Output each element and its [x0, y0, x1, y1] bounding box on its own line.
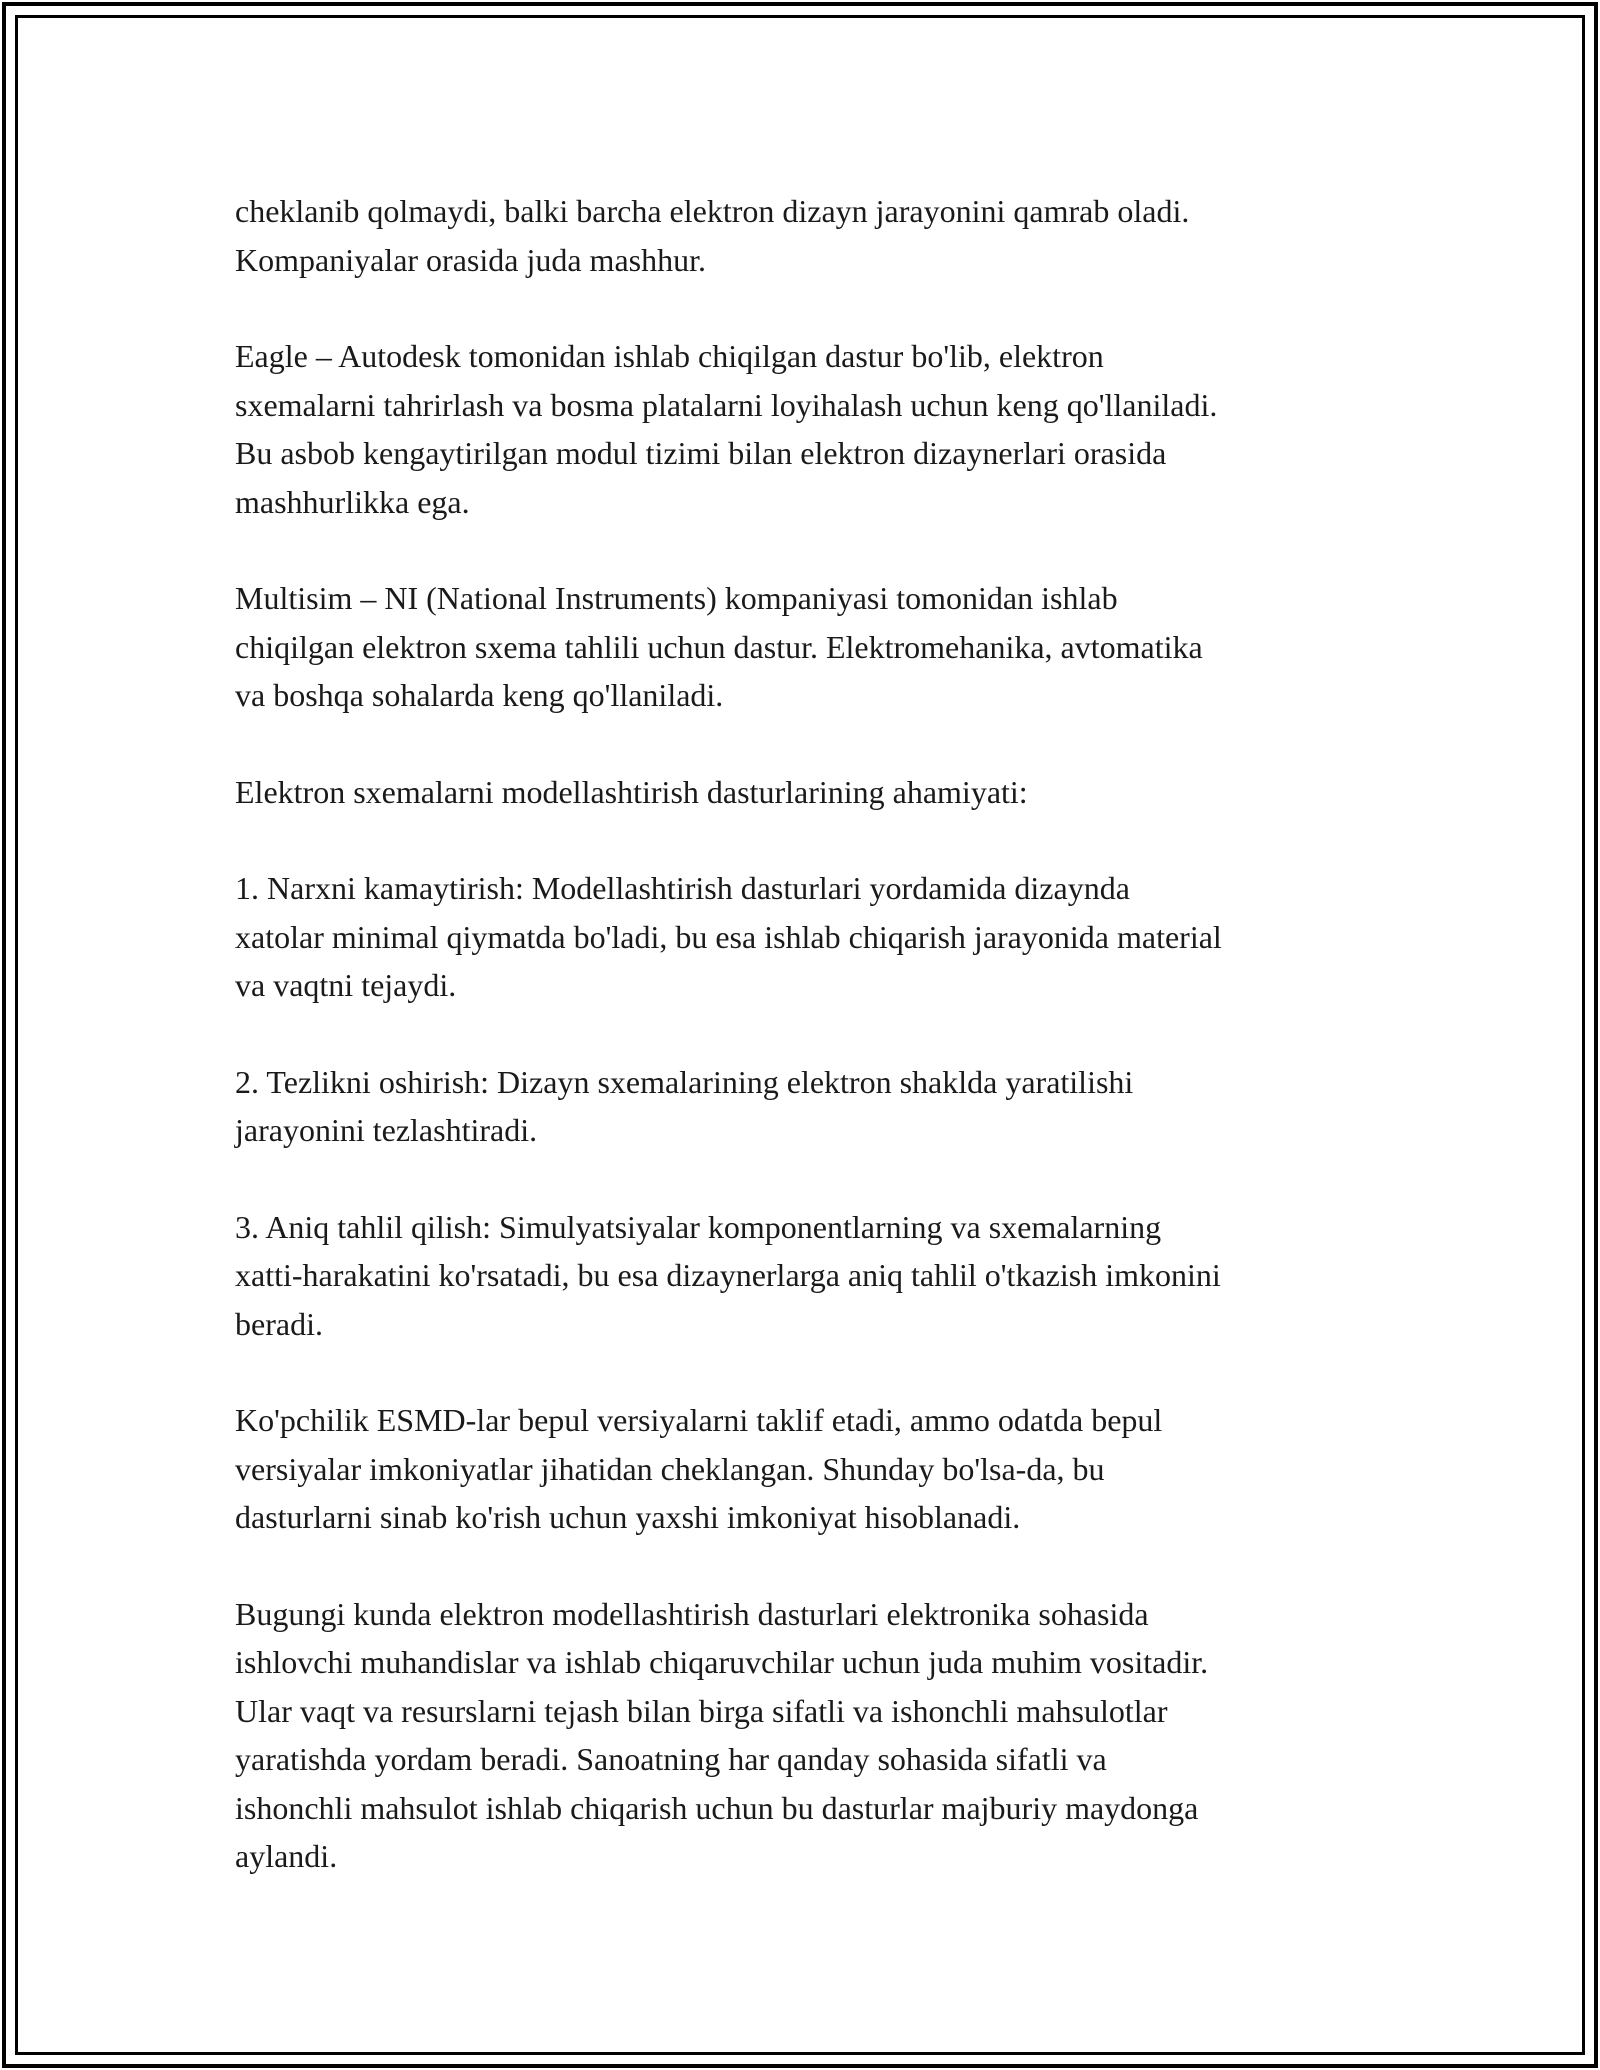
paragraph-conclusion: Bugungi kunda elektron modellashtirish dasturlari elektronika sohasida ishlovchi muhandislar va ishlab chiqaruvchilar uchun juda muhim vositadir. Ular vaqt va resurslarni tejash bilan birga sifatli va ishonchli mahsulotlar yaratishda yordam beradi. Sanoatning har qanday sohasida sifatli va ishonchli mahsulot ishlab chiqarish uchun bu dasturlar majburiy maydonga aylandi. — [235, 1595, 1209, 1874]
paragraph-multisim: Multisim – NI (National Instruments) kompaniyasi tomonidan ishlab chiqilgan elektron sxema tahlili uchun dastur. Elektromehanika, avtomatika va boshqa sohalarda keng qo'llaniladi. — [235, 580, 1203, 713]
list-item-analysis: 3. Aniq tahlil qilish: Simulyatsiyalar komponentlarning va sxemalarning xatti-harakatini ko'rsatadi, bu esa dizaynerlarga aniq tahlil o'tkazish imkonini beradi. — [235, 1208, 1221, 1342]
paragraph-free-versions: Ko'pchilik ESMD-lar bepul versiyalarni taklif etadi, ammo odatda bepul versiyalar imkoniyatlar jihatidan cheklangan. Shunday bo'lsa-da, bu dasturlarni sinab ko'rish uchun yaxshi imkoniyat hisoblanadi. — [235, 1402, 1163, 1535]
paragraph-continuation: cheklanib qolmaydi, balki barcha elektron dizayn jarayonini qamrab oladi. Kompaniyalar orasida juda mashhur. — [235, 193, 1190, 278]
document-body — [235, 187, 1385, 1929]
list-item-speed: 2. Tezlikni oshirish: Dizayn sxemalarining elektron shaklda yaratilishi jarayonini tezlashtiradi. — [235, 1063, 1134, 1148]
paragraph-eagle: Eagle – Autodesk tomonidan ishlab chiqilgan dastur bo'lib, elektron sxemalarni tahrirlash va bosma platalarni loyihalash uchun keng qo'llaniladi. Bu asbob kengaytirilgan modul tizimi bilan elektron dizaynerlari orasida mashhurlikka ega. — [235, 338, 1218, 520]
list-item-cost: 1. Narxni kamaytirish: Modellashtirish dasturlari yordamida dizaynda xatolar minimal qiymatda bo'ladi, bu esa ishlab chiqarish jarayonida material va vaqtni tejaydi. — [235, 870, 1222, 1003]
section-heading-importance: Elektron sxemalarni modellashtirish dasturlarining ahamiyati: — [235, 773, 1028, 810]
